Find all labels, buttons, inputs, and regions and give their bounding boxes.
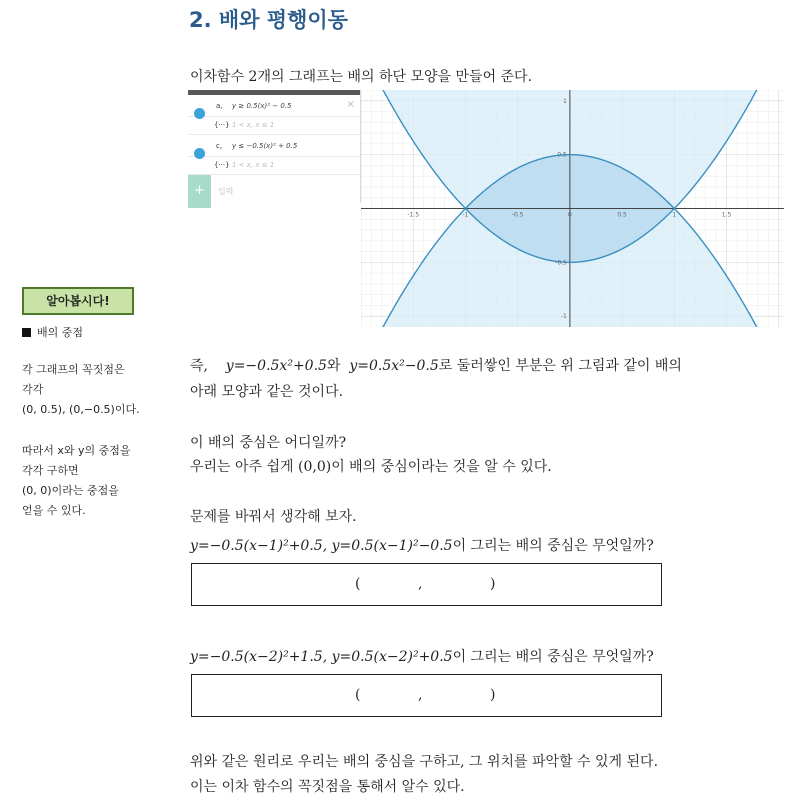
question-2 xyxy=(190,646,654,666)
sidebar-line: 각각 xyxy=(22,383,44,396)
comma: , xyxy=(418,687,423,703)
sidebar-line: 각 그래프의 꼭짓점은 xyxy=(22,363,125,376)
domain-label: {···} xyxy=(214,121,230,129)
question-1-equations: y=−0.5(x−1)²+0.5, y=0.5(x−1)²−0.5 xyxy=(190,538,453,554)
close-icon[interactable]: × xyxy=(346,99,355,110)
sidebar-heading-text: 배의 중점 xyxy=(37,326,84,339)
paragraph-boat-shape xyxy=(190,355,682,375)
x-tick-label: -0.5 xyxy=(511,211,524,219)
expression-input-row[interactable] xyxy=(188,175,360,208)
expression-row-1[interactable] xyxy=(188,95,360,117)
expression-formula[interactable]: y ≤ −0.5(x)² + 0.5 xyxy=(232,142,298,150)
domain-formula[interactable]: 1 < x, x ≤ 1 xyxy=(232,121,275,129)
question-2-equations: y=−0.5(x−2)²+1.5, y=0.5(x−2)²+0.5 xyxy=(190,649,453,665)
sidebar-line: 얻을 수 있다. xyxy=(22,504,86,517)
paragraph-tail: 로 둘러쌓인 부분은 위 그림과 같이 배의 xyxy=(438,358,682,374)
connector-word: 와 xyxy=(326,358,341,374)
x-tick-label: 0.5 xyxy=(617,211,627,219)
paragraph-boat-shape-line2: 아래 모양과 같은 것이다. xyxy=(190,384,344,400)
parabola-graph[interactable] xyxy=(361,90,784,327)
x-tick-label: 1 xyxy=(672,211,677,219)
x-tick-label: 1.5 xyxy=(721,211,732,219)
x-tick-label: -1 xyxy=(462,211,469,219)
expression-domain-row[interactable] xyxy=(188,117,360,135)
equation-1: y=−0.5x²+0.5 xyxy=(225,358,327,374)
domain-formula[interactable]: 1 < x, x ≤ 1 xyxy=(232,161,275,169)
learn-box: 알아봅시다! xyxy=(22,287,134,315)
lead-word: 즉, xyxy=(190,358,208,374)
sidebar-line: 각각 구하면 xyxy=(22,464,79,477)
expression-input-placeholder[interactable]: 입력 xyxy=(218,187,234,196)
conclusion-line-2: 이는 이차 함수의 꼭짓점을 통해서 알수 있다. xyxy=(190,779,465,795)
y-tick-label: -1 xyxy=(560,313,567,321)
sidebar-line: (0, 0)이라는 중점을 xyxy=(22,484,119,497)
close-paren: ) xyxy=(490,576,496,592)
question-2-text: 이 그리는 배의 중심은 무엇일까? xyxy=(452,649,654,665)
sidebar-midpoint-note xyxy=(22,441,131,521)
answer-box-2[interactable] xyxy=(191,674,662,717)
expression-label: c, xyxy=(216,142,223,150)
expression-domain-row[interactable] xyxy=(188,157,360,175)
close-paren: ) xyxy=(490,687,496,703)
sidebar-line: (0, 0.5), (0,−0.5)이다. xyxy=(22,403,140,416)
x-tick-label: -1.5 xyxy=(407,211,420,219)
section-title: 2. 배와 평행이동 xyxy=(189,8,348,32)
x-tick-label: 0 xyxy=(567,211,572,219)
intro-text: 이차함수 2개의 그래프는 배의 하단 모양을 만들어 준다. xyxy=(190,69,533,85)
paragraph-center-question: 이 배의 중심은 어디일까? xyxy=(190,435,347,451)
answer-box-1[interactable] xyxy=(191,563,662,606)
question-1-text: 이 그리는 배의 중심은 무엇일까? xyxy=(452,538,654,554)
expression-formula[interactable]: y ≥ 0.5(x)² − 0.5 xyxy=(232,102,292,110)
expression-label: a, xyxy=(216,102,223,110)
open-paren: ( xyxy=(355,576,361,592)
sidebar-line: 따라서 x와 y의 중점을 xyxy=(22,444,131,457)
paragraph-rethink: 문제를 바꿔서 생각해 보자. xyxy=(190,509,357,525)
domain-label: {···} xyxy=(214,161,230,169)
equation-2: y=0.5x²−0.5 xyxy=(349,358,439,374)
sidebar-vertex-note xyxy=(22,360,140,420)
desmos-expression-panel xyxy=(188,90,361,202)
y-tick-label: 1 xyxy=(563,97,567,105)
sidebar-heading xyxy=(22,324,83,340)
y-tick-label: 0.5 xyxy=(557,151,567,159)
conclusion-line-1: 위와 같은 원리로 우리는 배의 중심을 구하고, 그 위치를 파악할 수 있게 된다. xyxy=(190,754,659,770)
question-1 xyxy=(190,535,654,555)
y-tick-label: -0.5 xyxy=(555,259,567,267)
open-paren: ( xyxy=(355,687,361,703)
square-bullet-icon xyxy=(22,328,31,337)
paragraph-center-answer: 우리는 아주 쉽게 (0,0)이 배의 중심이라는 것을 알 수 있다. xyxy=(190,459,552,475)
comma: , xyxy=(418,576,423,592)
expression-row-2[interactable] xyxy=(188,135,360,157)
add-expression-button[interactable]: + xyxy=(188,175,211,208)
